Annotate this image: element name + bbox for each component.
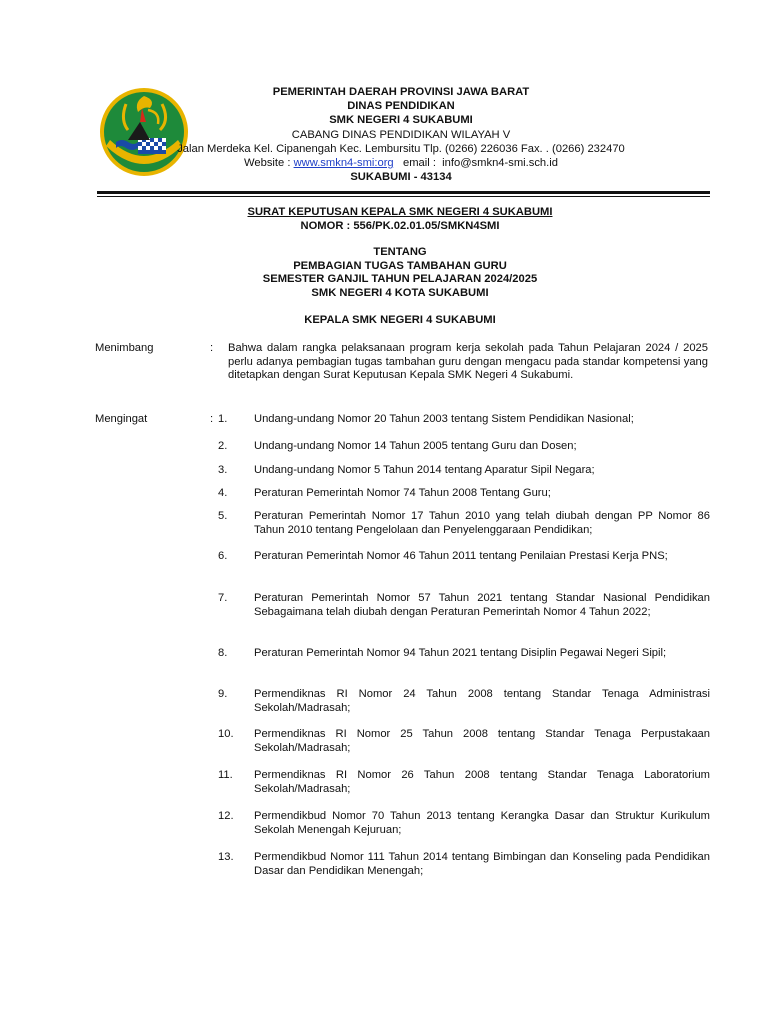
menimbang-text: Bahwa dalam rangka pelaksanaan program kerja sekolah pada Tahun Pelajaran 2024 / 2025 perlu adanya pembagian tugas tambahan guru dengan mengacu pada standar kompetensi yang ditetapkan dengan Surat Keputusan Kepala SMK Negeri 4 Sukabumi. [228, 342, 708, 382]
list-item-number: 6. [218, 550, 228, 562]
list-item-number: 5. [218, 510, 228, 522]
list-item-number: 9. [218, 688, 228, 700]
menimbang-label: Menimbang [95, 342, 154, 354]
list-item [218, 413, 710, 427]
letterhead-school: SMK NEGERI 4 SUKABUMI [329, 114, 473, 127]
decree-subject-line3: SMK NEGERI 4 KOTA SUKABUMI [311, 286, 489, 299]
mengingat-colon: : [210, 413, 214, 425]
list-item [218, 810, 710, 837]
list-item-text: Peraturan Pemerintah Nomor 94 Tahun 2021 tentang Disiplin Pegawai Negeri Sipil; [254, 647, 667, 659]
mengingat-label: Mengingat [95, 413, 148, 425]
list-item-number: 8. [218, 647, 228, 659]
list-item [218, 728, 710, 755]
decree-number: NOMOR : 556/PK.02.01.05/SMKN4SMI [300, 219, 500, 232]
list-item [218, 550, 710, 564]
list-item-number: 4. [218, 487, 228, 499]
letterhead-divider-thin [97, 196, 710, 197]
decree-heading [150, 206, 650, 233]
decree-subject [150, 246, 650, 300]
decree-issuer: KEPALA SMK NEGERI 4 SUKABUMI [304, 314, 496, 326]
email-text: email : info@smkn4-smi.sch.id [393, 157, 558, 170]
decree-about: TENTANG [373, 246, 427, 258]
list-item-number: 2. [218, 440, 228, 452]
list-item-number: 10. [218, 728, 234, 740]
list-item [218, 487, 710, 501]
website-label: Website : [244, 157, 294, 170]
letterhead-government: PEMERINTAH DAERAH PROVINSI JAWA BARAT [272, 86, 530, 98]
letterhead [177, 85, 625, 184]
list-item-text: Peraturan Pemerintah Nomor 57 Tahun 2021 tentang Standar Nasional Pendidikan Sebagaimana telah diubah dengan Peraturan Pemerintah Nomor 4 Tahun 2022; [254, 592, 710, 618]
list-item-number: 7. [218, 592, 228, 604]
list-item-number: 13. [218, 851, 234, 863]
list-item-text: Permendiknas RI Nomor 26 Tahun 2008 tentang Standar Tenaga Laboratorium Sekolah/Madrasah; [254, 769, 710, 795]
list-item-text: Peraturan Pemerintah Nomor 46 Tahun 2011 tentang Penilaian Prestasi Kerja PNS; [254, 550, 668, 562]
list-item-text: Undang-undang Nomor 14 Tahun 2005 tentang Guru dan Dosen; [254, 440, 577, 452]
letterhead-address: Jalan Merdeka Kel. Cipanengah Kec. Lembursitu Tlp. (0266) 226036 Fax. . (0266) 232470 [177, 142, 625, 155]
letterhead-branch: CABANG DINAS PENDIDIKAN WILAYAH V [291, 128, 511, 141]
list-item [218, 688, 710, 715]
list-item [218, 769, 710, 796]
list-item [218, 647, 710, 661]
list-item-text: Peraturan Pemerintah Nomor 17 Tahun 2010 yang telah diubah dengan PP Nomor 86 Tahun 2010 tentang Pengelolaan dan Penyelenggaraan Pendidikan; [254, 510, 710, 536]
list-item [218, 592, 710, 619]
list-item-text: Undang-undang Nomor 5 Tahun 2014 tentang Aparatur Sipil Negara; [254, 464, 595, 476]
decree-subject-line1: PEMBAGIAN TUGAS TAMBAHAN GURU [293, 259, 507, 272]
list-item-number: 12. [218, 810, 234, 822]
list-item [218, 464, 710, 478]
list-item-number: 3. [218, 464, 228, 476]
decree-title: SURAT KEPUTUSAN KEPALA SMK NEGERI 4 SUKABUMI [247, 206, 553, 218]
list-item [218, 851, 710, 878]
list-item [218, 510, 710, 537]
list-item-text: Permendiknas RI Nomor 24 Tahun 2008 tentang Standar Tenaga Administrasi Sekolah/Madrasah; [254, 688, 710, 714]
letterhead-divider-thick [97, 191, 710, 194]
menimbang-colon: : [210, 342, 214, 354]
decree-subject-line2: SEMESTER GANJIL TAHUN PELAJARAN 2024/2025 [262, 273, 538, 285]
letterhead-agency: DINAS PENDIDIKAN [347, 100, 455, 113]
list-item-text: Permendikbud Nomor 70 Tahun 2013 tentang Kerangka Dasar dan Struktur Kurikulum Sekolah Menengah Kejuruan; [254, 810, 710, 836]
jawa-barat-emblem-icon [98, 86, 190, 178]
letterhead-contact [186, 156, 616, 170]
letterhead-city: SUKABUMI - 43134 [350, 171, 452, 184]
list-item [218, 440, 710, 454]
list-item-number: 11. [218, 769, 233, 781]
website-link[interactable]: www.smkn4-smi:org [293, 157, 394, 170]
list-item-text: Permendikbud Nomor 111 Tahun 2014 tentang Bimbingan dan Konseling pada Pendidikan Dasar dan Pendidikan Menengah; [254, 851, 710, 877]
list-item-text: Undang-undang Nomor 20 Tahun 2003 tentang Sistem Pendidikan Nasional; [254, 413, 634, 425]
list-item-number: 1. [218, 413, 228, 425]
list-item-text: Permendiknas RI Nomor 25 Tahun 2008 tentang Standar Tenaga Perpustakaan Sekolah/Madrasah; [254, 728, 710, 754]
list-item-text: Peraturan Pemerintah Nomor 74 Tahun 2008 Tentang Guru; [254, 487, 551, 499]
